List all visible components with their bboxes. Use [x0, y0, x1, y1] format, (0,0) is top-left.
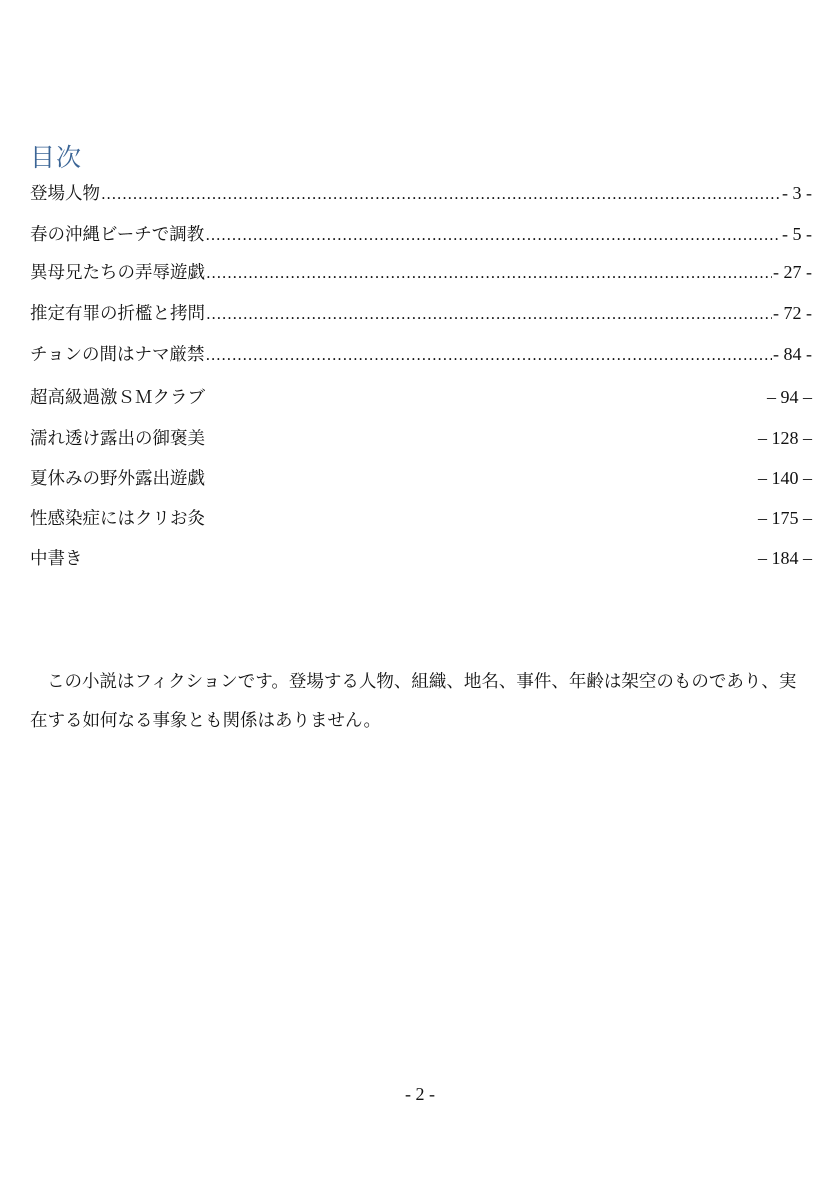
toc-entry[interactable]	[30, 545, 812, 571]
toc-entry-page[interactable]: – 94 –	[767, 387, 812, 407]
toc-entry-title[interactable]: 性感染症にはクリお灸	[30, 509, 205, 529]
toc-entry-title[interactable]: 登場人物	[30, 184, 100, 204]
toc-entry-page[interactable]: – 140 –	[758, 468, 812, 488]
toc-entry-title[interactable]: 推定有罪の折檻と拷問	[30, 304, 205, 324]
toc-dot-leader	[205, 342, 772, 368]
toc-entry[interactable]	[30, 221, 812, 247]
toc-entry-page[interactable]: - 27 -	[773, 262, 812, 282]
toc-heading: 目次	[30, 143, 83, 172]
toc-entry[interactable]	[30, 259, 812, 285]
toc-entry[interactable]	[30, 505, 812, 531]
toc-entry-page[interactable]: - 84 -	[773, 344, 812, 364]
toc-entry-page[interactable]: – 175 –	[758, 508, 812, 528]
page-number: - 2 -	[405, 1084, 435, 1104]
toc-entry-title[interactable]: 中書き	[30, 549, 83, 569]
toc-entry-page[interactable]: - 3 -	[782, 183, 812, 203]
toc-entry[interactable]	[30, 384, 812, 410]
toc-dot-leader	[206, 260, 772, 286]
fiction-disclaimer: この小説はフィクションです。登場する人物、組織、地名、事件、年齢は架空のものであり、実在する如何なる事象とも関係はありません。	[30, 672, 797, 731]
toc-entry[interactable]	[30, 300, 812, 326]
toc-entry[interactable]	[30, 341, 812, 367]
toc-entry[interactable]	[30, 425, 812, 451]
toc-entry-title[interactable]: チョンの間はナマ厳禁	[30, 345, 205, 365]
toc-entry[interactable]	[30, 180, 812, 206]
toc-dot-leader	[101, 181, 781, 207]
toc-entry-page[interactable]: - 5 -	[782, 224, 812, 244]
toc-entry-title[interactable]: 異母兄たちの弄辱遊戯	[30, 263, 205, 283]
toc-entry[interactable]	[30, 465, 812, 491]
toc-entry-page[interactable]: - 72 -	[773, 303, 812, 323]
toc-dot-leader	[205, 222, 781, 248]
toc-entry-page[interactable]: – 128 –	[758, 428, 812, 448]
toc-entry-title[interactable]: 超高級過激ＳＭクラブ	[30, 388, 205, 408]
toc-entry-title[interactable]: 春の沖縄ビーチで調教	[30, 225, 205, 245]
toc-entry-title[interactable]: 夏休みの野外露出遊戯	[30, 469, 205, 489]
toc-entry-page[interactable]: – 184 –	[758, 548, 812, 568]
toc-entry-title[interactable]: 濡れ透け露出の御褒美	[30, 429, 205, 449]
toc-dot-leader	[206, 301, 772, 327]
